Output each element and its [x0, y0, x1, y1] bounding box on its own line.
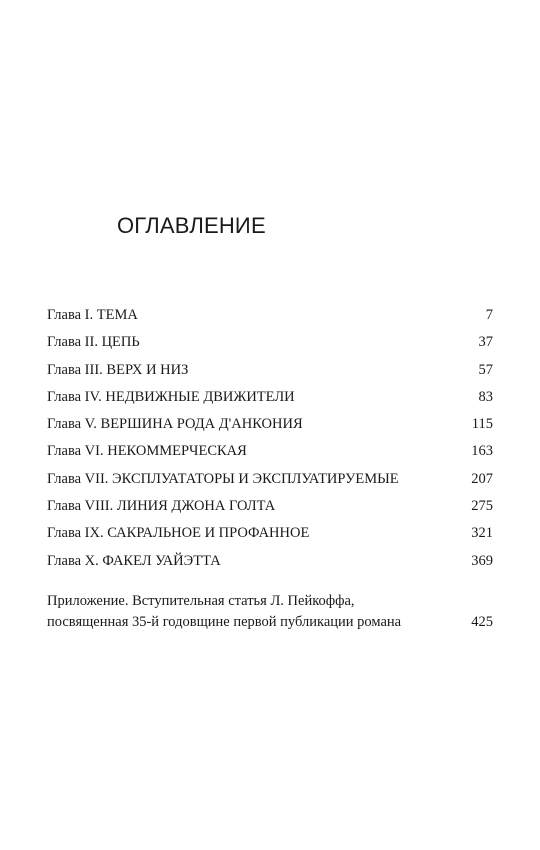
toc-entry-page: 369	[471, 552, 493, 569]
toc-entry-page: 321	[471, 525, 493, 542]
toc-entry-label: Глава III. ВЕРХ И НИЗ	[47, 361, 189, 378]
page-title: ОГЛАВЛЕНИЕ	[117, 213, 266, 238]
toc-entry-9[interactable]	[47, 523, 493, 550]
appendix-page: 425	[471, 613, 493, 630]
toc-entry-8[interactable]	[47, 496, 493, 523]
toc-entry-label: Глава VII. ЭКСПЛУАТАТОРЫ И ЭКСПЛУАТИРУЕМЫЕ	[47, 470, 399, 487]
toc-entry-label: Глава VIII. ЛИНИЯ ДЖОНА ГОЛТА	[47, 498, 276, 515]
toc-entry-page: 83	[478, 388, 493, 405]
toc-entry-2[interactable]	[47, 332, 493, 359]
toc-entry-page: 7	[485, 307, 493, 323]
toc-entry-page: 37	[478, 334, 493, 351]
toc-entry-page: 57	[478, 361, 493, 378]
table-of-contents	[47, 305, 493, 633]
appendix-line-2: посвященная 35-й годовщине первой публикации романа	[47, 613, 402, 630]
toc-entry-appendix[interactable]	[47, 591, 493, 633]
appendix-label	[47, 591, 401, 633]
toc-entry-label: Глава VI. НЕКОММЕРЧЕСКАЯ	[47, 443, 247, 460]
toc-entry-page: 207	[471, 470, 493, 487]
toc-entry-4[interactable]	[47, 387, 493, 414]
toc-entry-page: 163	[471, 443, 493, 460]
toc-entry-label: Глава I. ТЕМА	[47, 307, 138, 323]
toc-entry-label: Глава IX. САКРАЛЬНОЕ И ПРОФАННОЕ	[47, 525, 310, 542]
toc-entry-label: Глава V. ВЕРШИНА РОДА Д'АНКОНИЯ	[47, 416, 303, 433]
toc-entry-page: 275	[471, 498, 493, 515]
toc-entry-6[interactable]	[47, 441, 493, 468]
toc-entry-label: Глава X. ФАКЕЛ УАЙЭТТА	[47, 552, 221, 569]
toc-entry-label: Глава IV. НЕДВИЖНЫЕ ДВИЖИТЕЛИ	[47, 388, 295, 405]
toc-entry-1[interactable]	[47, 305, 493, 332]
toc-entry-10[interactable]	[47, 551, 493, 578]
toc-entry-7[interactable]	[47, 469, 493, 496]
toc-entry-label: Глава II. ЦЕПЬ	[47, 334, 140, 351]
toc-entry-3[interactable]	[47, 360, 493, 387]
appendix-line-1: Приложение. Вступительная статья Л. Пейкоффа,	[47, 592, 355, 609]
toc-entry-5[interactable]	[47, 414, 493, 441]
toc-entry-page: 115	[471, 416, 493, 433]
